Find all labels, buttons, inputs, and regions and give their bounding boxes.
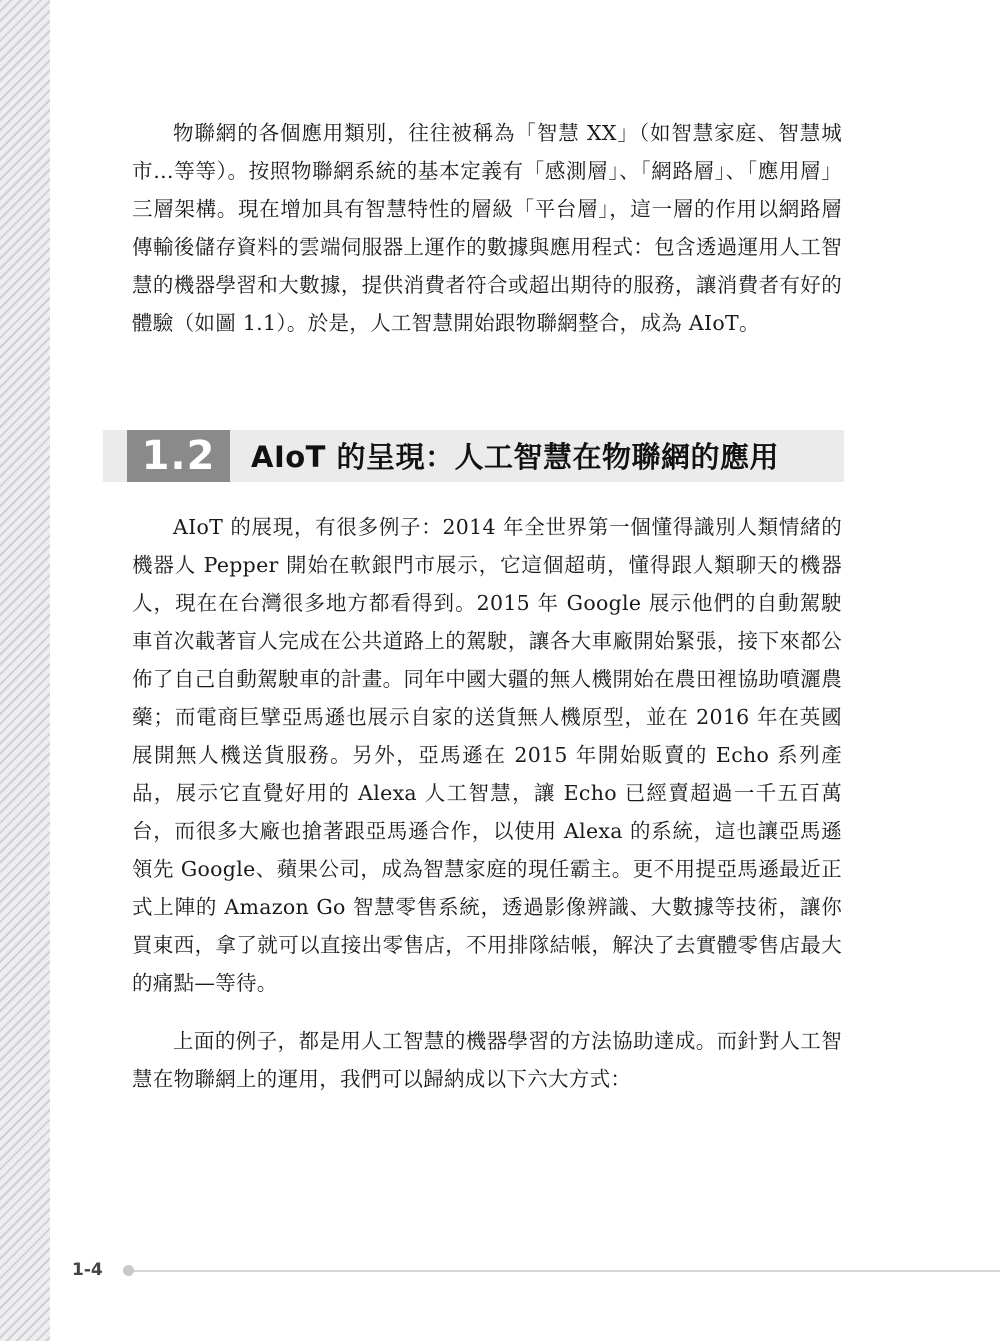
footer-rule bbox=[134, 1270, 1000, 1272]
footer-dot-decoration bbox=[123, 1265, 134, 1276]
section-number: 1.2 bbox=[127, 430, 230, 482]
section-title: AIoT 的呈現：人工智慧在物聯網的應用 bbox=[251, 440, 780, 474]
page-number: 1-4 bbox=[72, 1260, 103, 1280]
section-header bbox=[103, 430, 844, 482]
side-stripe-decoration bbox=[0, 0, 50, 1341]
examples-paragraph: AIoT 的展現，有很多例子：2014 年全世界第一個懂得識別人類情緒的機器人 Pepper 開始在軟銀門市展示，它這個超萌，懂得跟人類聊天的機器人，現在在台灣很多地方都看得到。2015 年 Google 展示他們的自動駕駛車首次載著盲人完成在公共道路上的駕駛，讓各大車廠開始緊張，接下來都公佈了自己自動駕駛車的計畫。同年中國大疆的無人機開始在農田裡協助噴灑農藥；而電商巨擘亞馬遜也展示自家的送貨無人機原型，並在 2016 年在英國展開無人機送貨服務。另外，亞馬遜在 2015 年開始販賣的 Echo 系列產品，展示它直覺好用的 Alexa 人工智慧，讓 Echo 已經賣超過一千五百萬台，而很多大廠也搶著跟亞馬遜合作，以使用 Alexa 的系統，這也讓亞馬遜領先 Google、蘋果公司，成為智慧家庭的現任霸主。更不用提亞馬遜最近正式上陣的 Amazon Go 智慧零售系統，透過影像辨識、大數據等技術，讓你買東西，拿了就可以直接出零售店，不用排隊結帳，解決了去實體零售店最大的痛點—等待。 bbox=[132, 515, 842, 995]
intro-paragraph: 物聯網的各個應用類別，往往被稱為「智慧 XX」（如智慧家庭、智慧城市…等等）。按照物聯網系統的基本定義有「感測層」、「網路層」、「應用層」三層架構。現在增加具有智慧特性的層級「平台層」，這一層的作用以網路層傳輸後儲存資料的雲端伺服器上運作的數據與應用程式：包含透過運用人工智慧的機器學習和大數據，提供消費者符合或超出期待的服務，讓消費者有好的體驗（如圖 1.1）。於是，人工智慧開始跟物聯網整合，成為 AIoT。 bbox=[132, 121, 842, 335]
summary-paragraph: 上面的例子，都是用人工智慧的機器學習的方法協助達成。而針對人工智慧在物聯網上的運用，我們可以歸納成以下六大方式： bbox=[132, 1029, 842, 1091]
